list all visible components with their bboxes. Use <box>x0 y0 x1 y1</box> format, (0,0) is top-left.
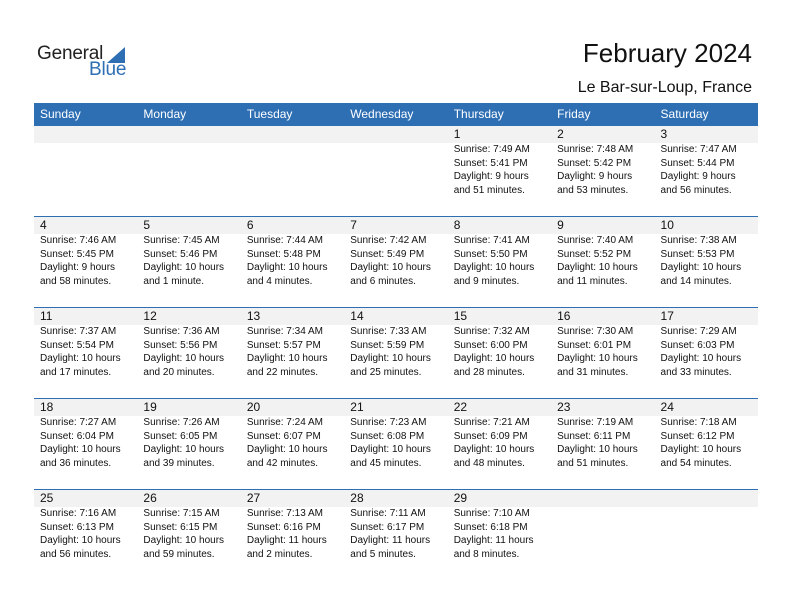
day-cell <box>34 490 137 579</box>
sunrise-time: Sunrise: 7:27 AM <box>40 417 117 428</box>
daylight-hours: Daylight: 10 hours <box>660 444 742 455</box>
sunrise-time: Sunrise: 7:48 AM <box>557 144 634 155</box>
day-number: 3 <box>660 127 668 141</box>
sunrise-time: Sunrise: 7:30 AM <box>557 326 634 337</box>
day-number: 15 <box>453 309 468 323</box>
daylight-hours: Daylight: 10 hours <box>40 444 121 455</box>
day-cell <box>34 126 137 215</box>
sunset-time: Sunset: 5:53 PM <box>660 248 735 260</box>
sunset-time: Sunset: 6:16 PM <box>246 521 321 533</box>
sunset-time: Sunset: 5:45 PM <box>40 248 114 260</box>
daylight-minutes: and 45 minutes. <box>350 457 422 469</box>
calendar-weeks <box>34 125 758 580</box>
daylight-minutes: and 14 minutes. <box>660 275 732 287</box>
daylight-hours: Daylight: 10 hours <box>453 262 535 273</box>
weekday-label: Wednesday <box>350 107 414 121</box>
daylight-minutes: and 20 minutes. <box>143 366 215 378</box>
sunset-time: Sunset: 5:44 PM <box>660 157 735 169</box>
day-cell <box>34 308 137 397</box>
sunrise-time: Sunrise: 7:11 AM <box>350 508 426 519</box>
sunset-time: Sunset: 6:09 PM <box>453 430 528 442</box>
day-number: 20 <box>246 400 261 414</box>
day-cell <box>241 399 344 488</box>
day-cell <box>448 308 551 397</box>
sunrise-time: Sunrise: 7:37 AM <box>40 326 117 337</box>
week-row <box>34 398 758 489</box>
day-number: 12 <box>143 309 157 323</box>
day-number: 2 <box>557 127 564 141</box>
day-cell <box>34 217 137 306</box>
sunrise-time: Sunrise: 7:23 AM <box>350 417 427 428</box>
calendar-grid <box>34 103 758 580</box>
weekday-label: Thursday <box>453 107 504 121</box>
sunset-time: Sunset: 6:03 PM <box>660 339 735 351</box>
day-number <box>40 126 137 143</box>
daylight-minutes: and 25 minutes. <box>350 366 422 378</box>
sunset-time: Sunset: 6:18 PM <box>453 521 528 533</box>
daylight-minutes: and 59 minutes. <box>143 548 215 560</box>
day-cell <box>655 490 758 579</box>
sunrise-time: Sunrise: 7:29 AM <box>660 326 737 337</box>
day-cell <box>344 308 447 397</box>
day-cell <box>551 217 654 306</box>
day-cell <box>241 217 344 306</box>
sunset-time: Sunset: 6:15 PM <box>143 521 218 533</box>
sunrise-time: Sunrise: 7:13 AM <box>246 508 323 519</box>
daylight-hours: Daylight: 10 hours <box>246 444 328 455</box>
logo-general-text: General <box>37 43 104 64</box>
day-number: 23 <box>557 400 571 414</box>
day-number: 13 <box>246 309 261 323</box>
day-number: 16 <box>557 309 571 323</box>
daylight-hours: Daylight: 10 hours <box>453 353 535 364</box>
day-cell <box>448 399 551 488</box>
day-number: 19 <box>143 400 157 414</box>
day-cell <box>655 308 758 397</box>
week-row <box>34 125 758 216</box>
daylight-hours: Daylight: 10 hours <box>350 444 431 455</box>
sunset-time: Sunset: 5:52 PM <box>557 248 632 260</box>
sunset-time: Sunset: 6:00 PM <box>453 339 528 351</box>
daylight-minutes: and 9 minutes. <box>453 275 520 287</box>
day-cell <box>655 399 758 488</box>
daylight-hours: Daylight: 10 hours <box>246 262 328 273</box>
sunset-time: Sunset: 5:57 PM <box>246 339 321 351</box>
daylight-minutes: and 5 minutes. <box>350 548 416 560</box>
daylight-minutes: and 56 minutes. <box>40 548 112 560</box>
sunset-time: Sunset: 6:04 PM <box>40 430 114 442</box>
day-number: 18 <box>40 400 54 414</box>
sunrise-time: Sunrise: 7:44 AM <box>246 235 323 246</box>
day-number: 28 <box>350 491 364 505</box>
day-number <box>661 490 758 507</box>
day-number: 5 <box>143 218 151 232</box>
daylight-hours: Daylight: 11 hours <box>246 535 327 546</box>
daylight-hours: Daylight: 10 hours <box>143 353 225 364</box>
week-row <box>34 489 758 580</box>
day-cell <box>241 490 344 579</box>
sunset-time: Sunset: 5:54 PM <box>40 339 114 351</box>
day-number: 11 <box>40 309 53 323</box>
sunrise-time: Sunrise: 7:18 AM <box>660 417 737 428</box>
day-cell <box>137 308 240 397</box>
day-number: 24 <box>660 400 674 414</box>
daylight-minutes: and 42 minutes. <box>246 457 319 469</box>
day-number: 14 <box>350 309 364 323</box>
day-cell <box>448 490 551 579</box>
day-cell <box>344 126 447 215</box>
daylight-hours: Daylight: 9 hours <box>557 171 633 182</box>
logo-blue-text: Blue <box>89 59 127 80</box>
daylight-hours: Daylight: 9 hours <box>660 171 736 182</box>
weekday-header <box>34 103 758 125</box>
day-number: 29 <box>453 491 468 505</box>
day-cell <box>551 399 654 488</box>
day-number: 17 <box>660 309 674 323</box>
day-number: 10 <box>660 218 674 232</box>
daylight-hours: Daylight: 10 hours <box>350 262 431 273</box>
daylight-minutes: and 33 minutes. <box>660 366 732 378</box>
sunset-time: Sunset: 5:46 PM <box>143 248 218 260</box>
day-cell <box>137 217 240 306</box>
daylight-hours: Daylight: 10 hours <box>40 353 121 364</box>
daylight-hours: Daylight: 11 hours <box>453 535 534 546</box>
daylight-minutes: and 4 minutes. <box>246 275 313 287</box>
weekday-label: Friday <box>557 107 591 121</box>
sunrise-time: Sunrise: 7:26 AM <box>143 417 220 428</box>
logo <box>37 43 137 83</box>
day-number: 25 <box>40 491 54 505</box>
daylight-hours: Daylight: 10 hours <box>660 262 742 273</box>
day-cell <box>344 399 447 488</box>
sunrise-time: Sunrise: 7:49 AM <box>453 144 530 155</box>
sunset-time: Sunset: 6:13 PM <box>40 521 114 533</box>
daylight-hours: Daylight: 10 hours <box>660 353 742 364</box>
daylight-minutes: and 1 minute. <box>143 275 205 287</box>
daylight-minutes: and 53 minutes. <box>557 184 629 196</box>
sunrise-time: Sunrise: 7:41 AM <box>453 235 530 246</box>
daylight-minutes: and 54 minutes. <box>660 457 732 469</box>
daylight-minutes: and 11 minutes. <box>557 275 628 287</box>
sunset-time: Sunset: 5:59 PM <box>350 339 425 351</box>
sunrise-time: Sunrise: 7:34 AM <box>246 326 323 337</box>
sunset-time: Sunset: 5:50 PM <box>453 248 528 260</box>
daylight-hours: Daylight: 10 hours <box>246 353 328 364</box>
daylight-minutes: and 22 minutes. <box>246 366 319 378</box>
daylight-hours: Daylight: 9 hours <box>40 262 116 273</box>
day-cell <box>448 126 551 215</box>
sunrise-time: Sunrise: 7:32 AM <box>453 326 530 337</box>
day-cell <box>137 126 240 215</box>
day-number: 6 <box>246 218 254 232</box>
daylight-hours: Daylight: 10 hours <box>557 444 638 455</box>
sunrise-time: Sunrise: 7:38 AM <box>660 235 737 246</box>
daylight-hours: Daylight: 10 hours <box>350 353 431 364</box>
daylight-minutes: and 31 minutes. <box>557 366 629 378</box>
day-number: 22 <box>453 400 468 414</box>
sunrise-time: Sunrise: 7:24 AM <box>246 417 323 428</box>
daylight-hours: Daylight: 10 hours <box>557 262 638 273</box>
daylight-minutes: and 8 minutes. <box>453 548 520 560</box>
daylight-hours: Daylight: 10 hours <box>143 262 225 273</box>
daylight-minutes: and 17 minutes. <box>40 366 112 378</box>
day-number: 27 <box>246 491 261 505</box>
day-number <box>557 490 654 507</box>
daylight-hours: Daylight: 10 hours <box>453 444 535 455</box>
daylight-minutes: and 2 minutes. <box>246 548 313 560</box>
page-title: February 2024 <box>582 38 752 68</box>
day-cell <box>241 126 344 215</box>
sunset-time: Sunset: 6:05 PM <box>143 430 218 442</box>
day-number: 21 <box>350 400 364 414</box>
day-cell <box>551 490 654 579</box>
sunrise-time: Sunrise: 7:36 AM <box>143 326 220 337</box>
day-number <box>247 126 344 143</box>
sunset-time: Sunset: 6:11 PM <box>557 430 631 442</box>
sunrise-time: Sunrise: 7:19 AM <box>557 417 634 428</box>
sunrise-time: Sunrise: 7:46 AM <box>40 235 117 246</box>
sunrise-time: Sunrise: 7:42 AM <box>350 235 427 246</box>
daylight-minutes: and 51 minutes. <box>557 457 629 469</box>
day-cell <box>655 126 758 215</box>
sunrise-time: Sunrise: 7:16 AM <box>40 508 117 519</box>
daylight-hours: Daylight: 10 hours <box>40 535 121 546</box>
sunset-time: Sunset: 5:41 PM <box>453 157 528 169</box>
daylight-minutes: and 51 minutes. <box>453 184 525 196</box>
day-cell <box>551 308 654 397</box>
day-cell <box>137 399 240 488</box>
day-cell <box>448 217 551 306</box>
sunrise-time: Sunrise: 7:47 AM <box>660 144 737 155</box>
daylight-minutes: and 48 minutes. <box>453 457 525 469</box>
day-cell <box>241 308 344 397</box>
sunset-time: Sunset: 6:17 PM <box>350 521 425 533</box>
sunset-time: Sunset: 5:56 PM <box>143 339 218 351</box>
sunset-time: Sunset: 5:42 PM <box>557 157 632 169</box>
sunrise-time: Sunrise: 7:21 AM <box>453 417 530 428</box>
daylight-minutes: and 56 minutes. <box>660 184 732 196</box>
day-number: 8 <box>453 218 461 232</box>
day-number: 4 <box>40 218 47 232</box>
day-number: 9 <box>557 218 564 232</box>
daylight-minutes: and 28 minutes. <box>453 366 525 378</box>
sunrise-time: Sunrise: 7:10 AM <box>453 508 530 519</box>
day-cell <box>344 217 447 306</box>
daylight-hours: Daylight: 9 hours <box>453 171 529 182</box>
sunset-time: Sunset: 5:48 PM <box>246 248 321 260</box>
daylight-hours: Daylight: 10 hours <box>143 535 225 546</box>
daylight-hours: Daylight: 10 hours <box>557 353 638 364</box>
daylight-minutes: and 6 minutes. <box>350 275 416 287</box>
day-cell <box>655 217 758 306</box>
day-cell <box>34 399 137 488</box>
sunset-time: Sunset: 5:49 PM <box>350 248 425 260</box>
day-cell <box>137 490 240 579</box>
day-cell <box>551 126 654 215</box>
day-number: 7 <box>350 218 357 232</box>
day-number: 26 <box>143 491 157 505</box>
daylight-minutes: and 36 minutes. <box>40 457 112 469</box>
daylight-minutes: and 58 minutes. <box>40 275 112 287</box>
sunrise-time: Sunrise: 7:15 AM <box>143 508 220 519</box>
daylight-hours: Daylight: 10 hours <box>143 444 225 455</box>
sunrise-time: Sunrise: 7:45 AM <box>143 235 220 246</box>
sunset-time: Sunset: 6:07 PM <box>246 430 321 442</box>
day-number <box>143 126 240 143</box>
sunset-time: Sunset: 6:12 PM <box>660 430 735 442</box>
day-number <box>350 126 447 143</box>
weekday-label: Monday <box>143 107 187 121</box>
daylight-hours: Daylight: 11 hours <box>350 535 431 546</box>
location-subtitle: Le Bar-sur-Loup, France <box>577 79 752 96</box>
sunset-time: Sunset: 6:08 PM <box>350 430 425 442</box>
day-number: 1 <box>453 127 461 141</box>
weekday-label: Tuesday <box>246 107 293 121</box>
weekday-label: Sunday <box>40 107 81 121</box>
week-row <box>34 307 758 398</box>
week-row <box>34 216 758 307</box>
daylight-minutes: and 39 minutes. <box>143 457 215 469</box>
day-cell <box>344 490 447 579</box>
sunrise-time: Sunrise: 7:33 AM <box>350 326 427 337</box>
sunrise-time: Sunrise: 7:40 AM <box>557 235 634 246</box>
sunset-time: Sunset: 6:01 PM <box>557 339 632 351</box>
weekday-label: Saturday <box>660 107 709 121</box>
